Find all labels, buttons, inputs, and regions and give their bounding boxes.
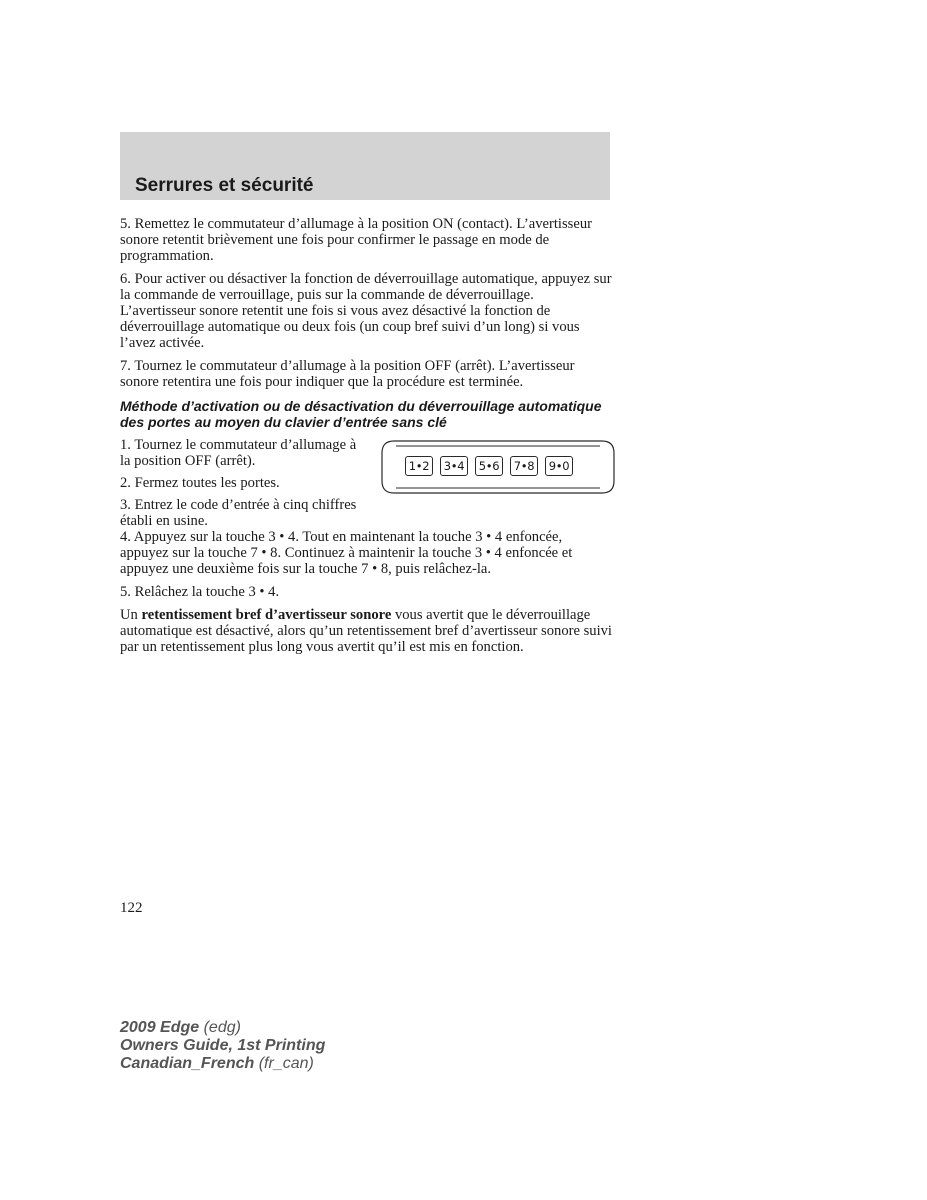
footer-model: 2009 Edge	[120, 1019, 200, 1036]
footer-language: Canadian_French	[120, 1055, 255, 1072]
step-5-paragraph: 5. Remettez le commutateur d’allumage à la position ON (contact). L’avertisseur sonore retentit brièvement une fois pour confirmer le passage en mode de programmation.	[120, 216, 592, 264]
document-footer	[120, 1019, 325, 1073]
keypad-section	[120, 437, 612, 529]
page-content	[120, 216, 612, 662]
horn-feedback-prefix: Un	[120, 607, 142, 623]
step-5-release-paragraph: 5. Relâchez la touche 3 • 4.	[120, 584, 280, 600]
horn-feedback-bold: retentissement bref d’avertisseur sonore	[141, 607, 392, 623]
keypad-key-3-4: 3•4	[440, 456, 468, 476]
keypad-steps	[120, 437, 370, 535]
keypad-keys	[405, 456, 573, 476]
step-4-paragraph: 4. Appuyez sur la touche 3 • 4. Tout en maintenant la touche 3 • 4 enfoncée, appuyez sur la touche 7 • 8. Continuez à maintenir la touche 3 • 4 enfoncée et appuyez une deuxième fois sur la touche 7 • 8, puis relâchez-la.	[120, 529, 573, 577]
keypad-step-2: 2. Fermez toutes les portes.	[120, 475, 280, 491]
keypad-key-1-2: 1•2	[405, 456, 433, 476]
keypad-key-9-0: 9•0	[545, 456, 573, 476]
keypad-step-1: 1. Tournez le commutateur d’allumage à la position OFF (arrêt).	[120, 437, 357, 469]
step-6-paragraph: 6. Pour activer ou désactiver la fonction de déverrouillage automatique, appuyez sur la commande de verrouillage, puis sur la commande de déverrouillage. L’avertisseur sonore retentit une fois si vous avez désactivé la fonction de déverrouillage automatique ou deux fois (un coup bref suivi d’un long) si vous l’avez activée.	[120, 271, 612, 351]
keyless-entry-keypad-illustration	[380, 437, 616, 497]
keypad-method-subheading: Méthode d’activation ou de désactivation du déverrouillage automatique des portes au moyen du clavier d’entrée sans clé	[120, 398, 602, 430]
section-title: Serrures et sécurité	[135, 175, 314, 196]
page-number: 122	[120, 900, 143, 916]
keypad-key-5-6: 5•6	[475, 456, 503, 476]
footer-line-1	[120, 1019, 325, 1037]
footer-language-code: (fr_can)	[254, 1055, 314, 1072]
footer-model-code: (edg)	[199, 1019, 241, 1036]
horn-feedback-paragraph	[120, 607, 612, 655]
footer-line-2	[120, 1037, 325, 1055]
footer-line-3	[120, 1055, 325, 1073]
keypad-key-7-8: 7•8	[510, 456, 538, 476]
step-7-paragraph: 7. Tournez le commutateur d’allumage à la position OFF (arrêt). L’avertisseur sonore retentira une fois pour indiquer que la procédure est terminée.	[120, 358, 575, 390]
footer-edition: Owners Guide, 1st Printing	[120, 1037, 326, 1054]
horn-feedback-suffix: vous avertit que le déverrouillage automatique est désactivé, alors qu’un retentissement bref d’avertisseur sonore suivi par un retentissement plus long vous avertit qu’il est mis en fonction.	[120, 607, 612, 655]
keypad-step-3: 3. Entrez le code d’entrée à cinq chiffres établi en usine.	[120, 497, 357, 529]
